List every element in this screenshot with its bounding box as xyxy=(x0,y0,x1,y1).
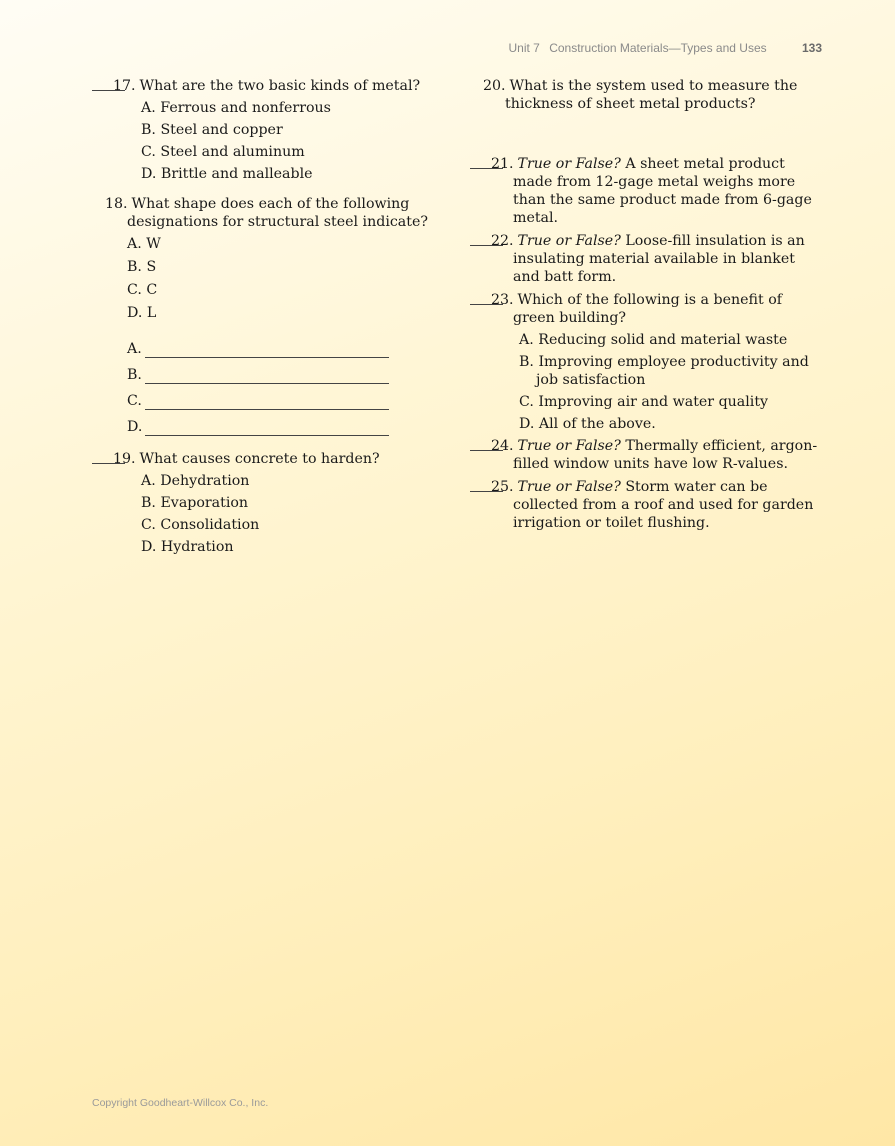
question-stem: Which of the following is a benefit of green building? xyxy=(513,292,783,326)
question-stem: Loose-fill insulation is an insulating material available in blanket and batt form. xyxy=(513,233,805,285)
option: B. Evaporation xyxy=(141,495,249,511)
question-number: 21. xyxy=(491,156,514,172)
question-text xyxy=(470,155,825,227)
option-list xyxy=(92,235,437,322)
answer-line-d[interactable] xyxy=(92,410,437,436)
answer-line-c[interactable] xyxy=(92,384,437,410)
page-header xyxy=(508,41,822,55)
question-number: 17. xyxy=(113,78,136,94)
question-stem: What causes concrete to harden? xyxy=(139,451,380,467)
line-label: D. xyxy=(127,419,143,435)
option: A. Reducing solid and material waste xyxy=(519,332,788,348)
line-label: A. xyxy=(127,341,142,357)
copyright-footer: Copyright Goodheart-Willcox Co., Inc. xyxy=(92,1097,269,1109)
answer-blank-23[interactable] xyxy=(470,304,503,305)
answer-blank-24[interactable] xyxy=(470,450,503,451)
question-20 xyxy=(470,77,825,113)
question-21 xyxy=(470,155,825,227)
option-list xyxy=(470,331,825,433)
question-text xyxy=(470,478,825,532)
answer-line[interactable] xyxy=(145,395,389,410)
answer-line-b[interactable] xyxy=(92,358,437,384)
option: C. Improving air and water quality xyxy=(519,394,769,410)
answer-lines xyxy=(92,332,437,436)
question-stem: A sheet metal product made from 12-gage metal weighs more than the same product made from 6-gage metal. xyxy=(513,156,812,226)
right-column xyxy=(470,77,825,532)
true-false-label: True or False? xyxy=(517,156,621,172)
question-number: 22. xyxy=(491,233,514,249)
option: B. Steel and copper xyxy=(141,122,283,138)
true-false-label: True or False? xyxy=(517,233,621,249)
question-stem: What is the system used to measure the thickness of sheet metal products? xyxy=(505,78,798,112)
question-25 xyxy=(470,478,825,532)
question-23 xyxy=(470,291,825,433)
answer-line-a[interactable] xyxy=(92,332,437,358)
answer-blank-25[interactable] xyxy=(470,491,503,492)
true-false-label: True or False? xyxy=(517,479,621,495)
answer-line[interactable] xyxy=(145,421,389,436)
question-stem: Thermally efficient, argon-filled window units have low R-values. xyxy=(513,438,818,472)
question-number: 24. xyxy=(491,438,514,454)
question-text xyxy=(92,195,437,231)
question-text xyxy=(470,77,825,113)
question-17 xyxy=(92,77,437,183)
answer-line[interactable] xyxy=(145,369,389,384)
option: D. Hydration xyxy=(141,539,234,555)
left-column xyxy=(92,77,437,560)
answer-blank-21[interactable] xyxy=(470,168,503,169)
question-number: 23. xyxy=(491,292,514,308)
question-stem: Storm water can be collected from a roof and used for garden irrigation or toilet flushing. xyxy=(513,479,814,531)
question-text xyxy=(92,77,437,95)
question-24 xyxy=(470,437,825,473)
question-text xyxy=(470,437,825,473)
question-number: 20. xyxy=(483,78,506,94)
option: D. Brittle and malleable xyxy=(141,166,313,182)
option-list xyxy=(92,472,437,556)
true-false-label: True or False? xyxy=(517,438,621,454)
unit-title: Construction Materials—Types and Uses xyxy=(549,41,767,55)
unit-label: Unit 7 xyxy=(508,41,540,55)
question-stem: What are the two basic kinds of metal? xyxy=(139,78,421,94)
option-list xyxy=(92,99,437,183)
answer-blank-17[interactable] xyxy=(92,90,125,91)
answer-blank-19[interactable] xyxy=(92,463,125,464)
answer-line[interactable] xyxy=(145,343,389,358)
question-19 xyxy=(92,450,437,556)
option: C. Consolidation xyxy=(141,517,260,533)
option: D. L xyxy=(127,305,157,321)
option: A. Ferrous and nonferrous xyxy=(141,100,331,116)
option: C. Steel and aluminum xyxy=(141,144,305,160)
answer-blank-22[interactable] xyxy=(470,245,503,246)
question-number: 25. xyxy=(491,479,514,495)
option: B. S xyxy=(127,259,157,275)
question-18 xyxy=(92,195,437,436)
option: A. Dehydration xyxy=(141,473,250,489)
option: C. C xyxy=(127,282,158,298)
option: B. Improving employee productivity and job satisfaction xyxy=(519,354,809,388)
line-label: B. xyxy=(127,367,142,383)
question-number: 19. xyxy=(113,451,136,467)
question-number: 18. xyxy=(105,196,128,212)
page-number: 133 xyxy=(801,41,822,55)
line-label: C. xyxy=(127,393,142,409)
question-text xyxy=(470,291,825,327)
option: A. W xyxy=(127,236,161,252)
question-text xyxy=(92,450,437,468)
option: D. All of the above. xyxy=(519,416,656,432)
question-stem: What shape does each of the following designations for structural steel indicate? xyxy=(127,196,428,230)
question-text xyxy=(470,232,825,286)
question-22 xyxy=(470,232,825,286)
